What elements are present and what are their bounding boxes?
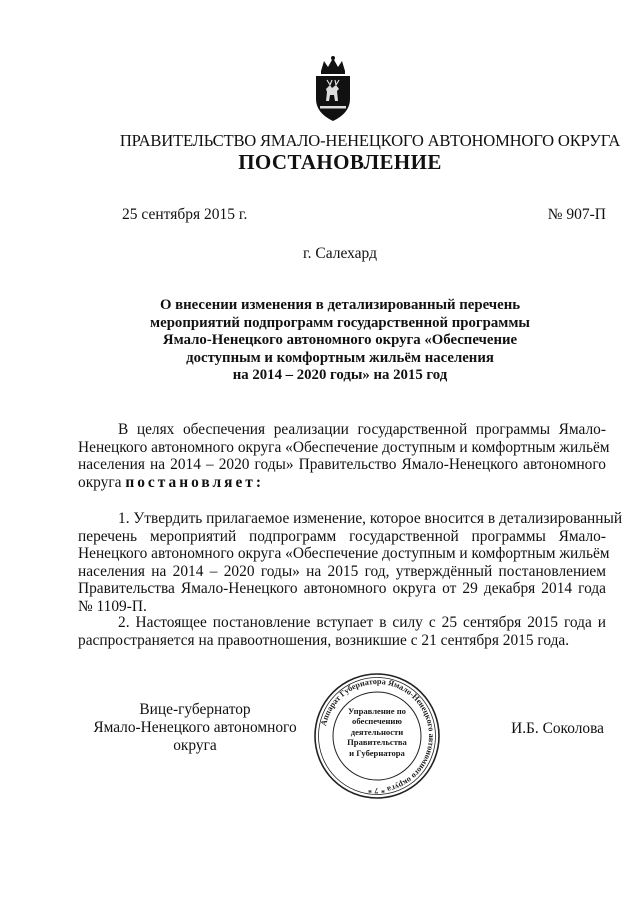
seal-text-line: Правительства [347,737,407,748]
coat-of-arms-icon [308,55,358,125]
body-line: населения на 2014 – 2020 годы» на 2015 год, утверждённый постановлением [78,562,606,580]
body-line [78,474,606,492]
subject-line: Ямало-Ненецкого автономного округа «Обеспечение [162,332,518,349]
subject-line: мероприятий подпрограмм государственной программы [150,314,530,331]
body-line: Ненецкого автономного округа «Обеспечение доступным и комфортным жильём [78,545,610,563]
signatory-name: И.Б. Соколова [511,720,604,737]
body-line: распространяется на правоотношения, возникшие с 21 сентября 2015 года. [78,631,570,649]
seal-text-line: и Губернатора [349,747,405,758]
subject-line: доступным и комфортным жильём населения [186,349,494,366]
signatory-title-line: Вице-губернатор [139,701,251,718]
document-type: ПОСТАНОВЛЕНИЕ [238,150,442,174]
body-line: Правительства Ямало-Ненецкого автономного округа от 29 декабря 2014 года [78,580,606,598]
signatory-title-line: Ямало-Ненецкого автономного округа [93,719,297,754]
seal-text-line: Управление по [348,706,406,716]
body-line-text: округа [78,473,126,491]
seal-inner-text [327,706,427,758]
body-line: Ненецкого автономного округа «Обеспечение доступным и комфортным жильём [78,438,610,456]
body-line: 1. Утвердить прилагаемое изменение, которое вносится в детализированный [118,510,623,527]
document-city: г. Салехард [303,245,377,262]
seal-ring-text: Аппарат Губернатора Ямало-Ненецкого автономного округа * 7 * [319,676,437,796]
paragraph-1 [78,510,623,616]
seal-text-line: деятельности [350,726,404,737]
decree-word: постановляет: [125,473,264,491]
body-line: 2. Настоящее постановление вступает в силу с 25 сентября 2015 года и [118,614,606,631]
subject-line: на 2014 – 2020 годы» на 2015 год [232,367,448,384]
document-subject [90,297,590,385]
paragraph-2 [78,614,606,649]
body-line: населения на 2014 – 2020 годы» Правительство Ямало-Ненецкого автономного [78,456,606,474]
preamble-paragraph [78,421,610,491]
body-line: № 1109-П. [78,597,147,615]
body-line: перечень мероприятий подпрограмм государственной программы Ямало- [78,527,606,545]
subject-line: О внесении изменения в детализированный перечень [159,297,521,313]
document-date: 25 сентября 2015 г. [122,206,248,223]
document-number: № 907-П [547,206,606,223]
organization-name: ПРАВИТЕЛЬСТВО ЯМАЛО-НЕНЕЦКОГО АВТОНОМНОГО ОКРУГА [119,131,621,150]
signatory-title [70,701,320,755]
body-line: В целях обеспечения реализации государственной программы Ямало- [118,421,606,438]
seal-text-line: обеспечению [352,716,402,727]
